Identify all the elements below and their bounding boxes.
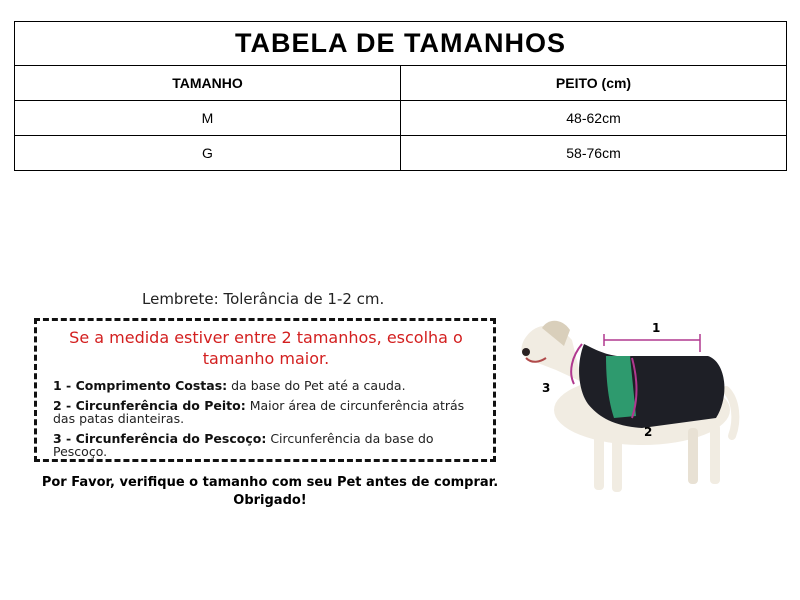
table-title-row — [15, 22, 787, 66]
guide-item-text: Maior área de circunferência atrás das patas dianteiras. — [53, 398, 465, 426]
tolerance-reminder: Lembrete: Tolerância de 1-2 cm. — [142, 290, 385, 308]
guide-item-text: da base do Pet até a cauda. — [231, 378, 406, 393]
header-size: TAMANHO — [15, 66, 401, 101]
marker-2: 2 — [644, 425, 653, 439]
guide-item-label: 3 - Circunferência do Pescoço: — [53, 431, 267, 446]
size-cell: G — [15, 136, 401, 171]
marker-1: 1 — [652, 321, 661, 335]
guide-item-neck — [53, 432, 479, 458]
note-line: Por Favor, verifique o tamanho com seu Pet antes de comprar. — [41, 475, 499, 490]
table-row — [15, 101, 787, 136]
size-table — [14, 21, 787, 171]
dog-vest — [579, 344, 724, 428]
guide-item-text: Circunferência da base do Pescoço. — [53, 431, 434, 459]
table-title: TABELA DE TAMANHOS — [15, 22, 787, 66]
measurement-guide-box — [34, 318, 496, 462]
size-cell: M — [15, 101, 401, 136]
check-size-note — [20, 474, 520, 510]
guide-item-back-length — [53, 379, 479, 392]
table-header-row — [15, 66, 787, 101]
guide-item-label: 1 - Comprimento Costas: — [53, 378, 228, 393]
chest-cell: 48-62cm — [401, 101, 787, 136]
guide-item-label: 2 - Circunferência do Peito: — [53, 398, 246, 413]
header-chest: PEITO (cm) — [401, 66, 787, 101]
dog-measurement-illustration — [512, 300, 752, 505]
table-row — [15, 136, 787, 171]
marker-3: 3 — [542, 381, 551, 395]
chest-cell: 58-76cm — [401, 136, 787, 171]
guide-item-chest — [53, 399, 479, 425]
note-line: Obrigado! — [233, 493, 307, 508]
size-warning: Se a medida estiver entre 2 tamanhos, escolha o tamanho maior. — [69, 328, 463, 368]
